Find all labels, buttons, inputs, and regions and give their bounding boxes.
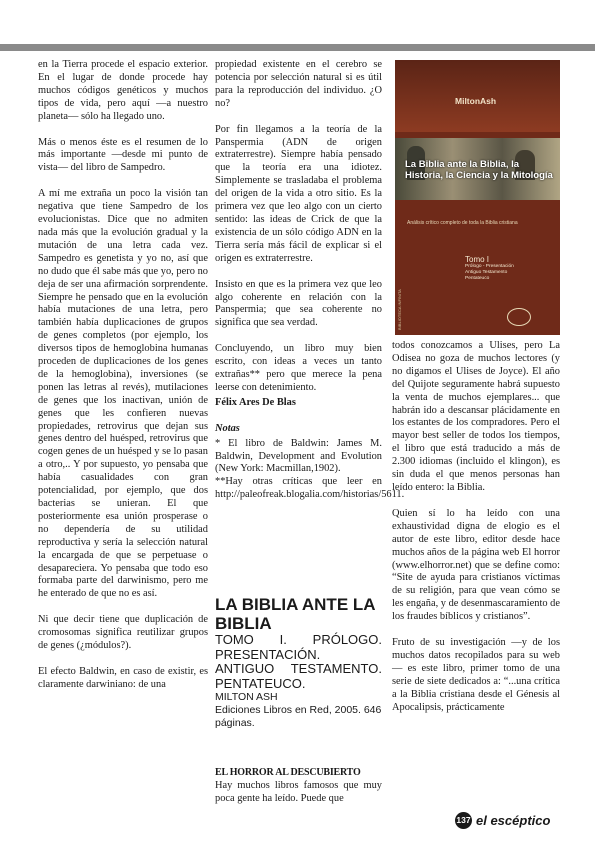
paragraph: El efecto Baldwin, en caso de existir, es claramente darwiniano: de una	[38, 665, 208, 690]
cover-subtitle: Análisis crítico completo de toda la Biblia cristiana	[407, 220, 518, 226]
cover-spine-text: BIBLIOTECA INFINITA	[397, 289, 402, 330]
footnote: * El libro de Baldwin: James M. Baldwin, Development and Evolution (New York: Macmillan,1902).	[215, 437, 382, 475]
footnote-link[interactable]: **Hay otras críticas que leer en http://paleofreak.blogalia.com/historias/5611.	[215, 476, 405, 501]
column-3	[392, 340, 560, 727]
review-publisher: Ediciones Libros en Red, 2005. 646 páginas.	[215, 704, 382, 729]
book-cover	[395, 60, 560, 335]
article-author: Félix Ares De Blas	[215, 396, 296, 408]
cover-author: MiltonAsh	[455, 96, 497, 106]
cover-title: La Biblia ante la Biblia, la Historia, la Ciencia y la Mitología	[405, 159, 553, 181]
page-footer	[455, 812, 575, 830]
section-heading: EL HORROR AL DESCUBIERTO	[215, 767, 361, 778]
paragraph: propiedad existente en el cerebro se potencia por selección natural si es útil para la reproducción del individuo. ¿O no?	[215, 59, 382, 109]
paragraph: Por fin llegamos a la teoría de la Panspermia (ADN de origen extraterrestre). Siempre había pensado que la teoría era una idiotez. Simplemente se trasladaba el problema del origen de la vida a otro sitio. Es la primera vez que leo algo con un cierto sentido: las ideas de Crick de que la existencia de un sólo código ADN en la Tierra sería más fácil de explicar si el origen es extraterrestre.	[215, 123, 382, 264]
paragraph: Fruto de su investigación —y de los muchos datos recopilados para su web— es este libro, primer tomo de una serie de siete dedicados a: “...una crítica a la Biblia cristiana desde el Génesis al Apocalipsis, prácticamente	[392, 637, 560, 713]
review-book-author: MILTON ASH	[215, 691, 278, 703]
cover-volume-item: Prólogo - Presentación	[465, 264, 514, 269]
paragraph: Concluyendo, un libro muy bien escrito, con ideas a veces un tanto extrañas** pero que merece la pena leerse con detenimiento.	[215, 343, 382, 393]
paragraph: Hay muchos libros famosos que muy poca gente ha leído. Puede que	[215, 779, 382, 804]
column-1	[38, 59, 208, 705]
review-subtitle: TOMO I. PRÓLOGO. PRESENTACIÓN. ANTIGUO TESTAMENTO. PENTATEUCO.	[215, 632, 382, 691]
paragraph: todos conozcamos a Ulises, pero La Odisea no goza de muchos lectores (y no digamos el Ulises de Joyce). El año del Quijote seguramente habrá supuesto la venta de muchos ejemplares... que habrán ido a descansar plácidamente en los estantes de los compradores. Pero el mayor best seller de todos los tiempos, el libro que está traducido a más de 2.300 idiomas (incluido el klingon), es sin duda el que menos personas han leído entero: la Biblia.	[392, 340, 560, 493]
cover-volume-item: Pentateuco	[465, 276, 490, 281]
cover-volume	[465, 256, 514, 282]
cover-volume-label: Tomo I	[465, 255, 490, 264]
page-number: 137	[455, 812, 472, 829]
book-review-header	[215, 595, 382, 730]
magazine-name: el escéptico	[476, 813, 551, 828]
notes-heading: Notas	[215, 422, 240, 434]
paragraph: Quien sí lo ha leído con una exhaustividad digna de elogio es el autor de este libro, editor desde hace muchos años de la página web El horror (www.elhorror.net) que se define como: “Site de ayuda para cristianos víctimas de su religión, para que vean cómo se les engaña, y de desenmascaramiento de los fraudes bíblicos y cristianos”.	[392, 507, 560, 623]
review-intro	[215, 767, 382, 806]
cover-volume-item: Antiguo Testamento	[465, 270, 508, 275]
paragraph: en la Tierra procede el espacio exterior. En el lugar de donde procede hay muchos códigos genéticos y muchos tipos de vida, pero aquí —a nuestro planeta— sólo ha llegado uno.	[38, 59, 208, 122]
header-rule	[0, 44, 595, 51]
paragraph: Ni que decir tiene que duplicación de cromosomas significa reutilizar grupos de genes (¿módulos?).	[38, 614, 208, 652]
paragraph: Más o menos éste es el resumen de lo más importante —desde mi punto de vista— del libro de Sampedro.	[38, 136, 208, 174]
paragraph: Insisto en que es la primera vez que leo algo coherente en relación con la Panspermia; que sea coherente no significa que sea verdad.	[215, 278, 382, 329]
paragraph: A mí me extraña un poco la visión tan negativa que tiene Sampedro de los evolucionistas. Dice que no admiten nada más que la evolución gradual y la mutación de una letra cada vez. Sampedro es genetista y yo no, así que no dudo que él sabe más que yo, pero no deja de ser una afirmación sorprendente. Siempre he pensado que en la evolución había mutaciones de una letra, pero también había duplicaciones de grupos de genes completos (por ejemplo, los diversos tipos de hemoglobina humanas proceden de duplicaciones de los genes de la hemoglobina), inversiones (se ponen las letras al revés), mutilaciones de genes que los inactivan, unión de genes que les confieren nuevas propiedades, retrovirus que dejan sus genes dentro del huésped, retrovirus que cogen genes de un huésped y se lo pasan a otro,.. Y por supuesto, yo pensaba que había casualidades con gran potencialidad, por ejemplo, que dos bacterias se unieran. El que posteriormente esa unión prosperase o no dependería de su utilidad reproductiva y sería la selección natural la encargada de que se perpetuase o desapareciera. Yo pensaba que todo eso formaba parte del darwinismo, pero me he enterado de que no es así.	[38, 188, 208, 600]
review-title: LA BIBLIA ANTE LA BIBLIA	[215, 595, 375, 633]
publisher-logo-icon	[507, 308, 531, 326]
